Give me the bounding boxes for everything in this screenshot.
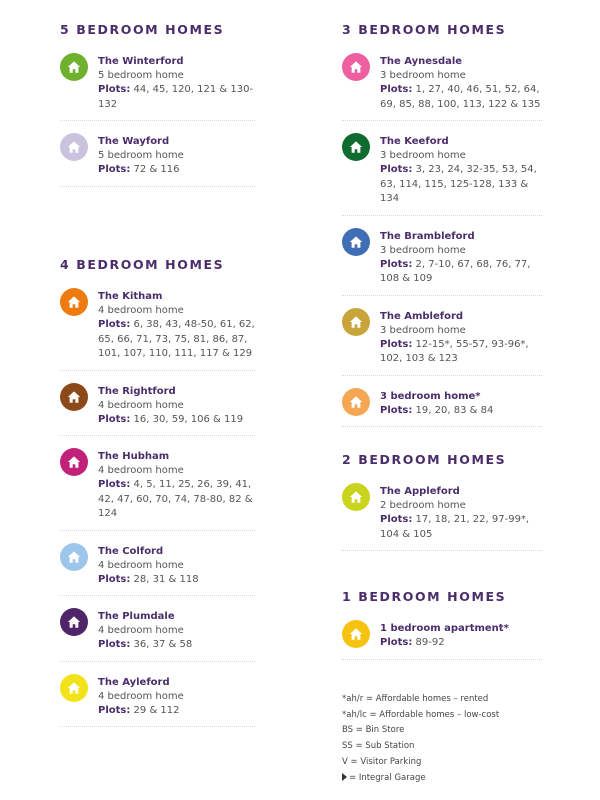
section-title: 4 BEDROOM HOMES xyxy=(60,257,225,272)
section-title: 3 BEDROOM HOMES xyxy=(342,22,507,37)
home-list xyxy=(60,55,255,187)
legend-item: *ah/r = Affordable homes – rented xyxy=(342,694,489,704)
home-type: 3 bedroom home xyxy=(380,324,466,336)
home-plots xyxy=(98,413,255,428)
house-glyph-icon xyxy=(67,295,81,309)
plots-label: Plots: xyxy=(98,573,131,585)
house-icon xyxy=(60,674,88,702)
house-icon xyxy=(342,53,370,81)
home-entry xyxy=(60,610,255,662)
home-name: The Ambleford xyxy=(380,310,464,322)
house-icon xyxy=(60,543,88,571)
house-glyph-icon xyxy=(67,615,81,629)
home-type: 4 bedroom home xyxy=(98,465,184,476)
plots-label: Plots: xyxy=(380,338,413,350)
home-name: The Appleford xyxy=(380,486,460,497)
home-type: 4 bedroom home xyxy=(98,559,184,571)
plots-value: 44, 45, 120, 121 & 130-132 xyxy=(98,84,254,110)
section-5-bedroom xyxy=(60,22,255,201)
house-glyph-icon xyxy=(67,390,81,404)
house-glyph-icon xyxy=(349,60,363,74)
house-glyph-icon xyxy=(349,395,363,409)
plots-value: 4, 5, 11, 25, 26, 39, 41, 42, 47, 60, 70, 74, 78-80, 82 & 124 xyxy=(98,479,253,519)
home-plots xyxy=(98,83,255,112)
house-icon xyxy=(60,383,88,411)
section-title: 1 BEDROOM HOMES xyxy=(342,589,507,604)
section-1-bedroom xyxy=(342,589,542,674)
plots-label: Plots: xyxy=(380,637,413,648)
home-entry xyxy=(60,290,255,371)
plots-value: 28, 31 & 118 xyxy=(133,573,199,585)
legend-item: V = Visitor Parking xyxy=(342,756,422,767)
plots-label: Plots: xyxy=(98,319,131,330)
home-plots xyxy=(380,83,542,112)
home-entry xyxy=(342,230,542,296)
home-plots xyxy=(98,638,255,653)
section-title: 2 BEDROOM HOMES xyxy=(342,452,507,467)
legend-item-garage xyxy=(342,771,499,787)
home-entry xyxy=(60,385,255,437)
house-glyph-icon xyxy=(349,490,363,504)
home-plots xyxy=(380,404,542,419)
home-plots xyxy=(380,163,542,207)
house-icon xyxy=(60,288,88,316)
home-type: 3 bedroom home xyxy=(380,70,466,81)
house-glyph-icon xyxy=(67,140,81,154)
house-icon xyxy=(342,228,370,256)
house-icon xyxy=(60,53,88,81)
plots-value: 36, 37 & 58 xyxy=(133,639,193,650)
home-plots xyxy=(380,338,542,367)
legend xyxy=(342,692,499,786)
section-3-bedroom xyxy=(342,22,542,441)
home-type: 2 bedroom home xyxy=(380,500,466,511)
home-name: The Plumdale xyxy=(98,611,175,622)
house-glyph-icon xyxy=(67,550,81,564)
plots-value: 16, 30, 59, 106 & 119 xyxy=(133,413,244,425)
house-glyph-icon xyxy=(349,235,363,249)
plots-label: Plots: xyxy=(98,164,131,175)
plots-value: 72 & 116 xyxy=(133,164,180,175)
home-entry xyxy=(342,485,542,551)
home-list xyxy=(342,55,542,427)
plots-label: Plots: xyxy=(380,164,413,175)
home-entry xyxy=(60,676,255,728)
home-name: The Hubham xyxy=(98,451,170,462)
home-list xyxy=(342,622,542,660)
home-name: The Aynesdale xyxy=(380,56,463,67)
house-glyph-icon xyxy=(349,627,363,641)
house-icon xyxy=(60,133,88,161)
home-entry xyxy=(342,135,542,216)
home-type: 5 bedroom home xyxy=(98,150,184,161)
house-icon xyxy=(342,620,370,648)
section-4-bedroom xyxy=(60,257,255,741)
house-icon xyxy=(60,448,88,476)
home-entry xyxy=(342,55,542,121)
home-type: 5 bedroom home xyxy=(98,70,184,81)
legend-item: BS = Bin Store xyxy=(342,725,405,736)
legend-item-label: = Integral Garage xyxy=(349,772,426,783)
house-glyph-icon xyxy=(349,140,363,154)
home-name: 1 bedroom apartment* xyxy=(380,623,509,634)
legend-item: SS = Sub Station xyxy=(342,741,415,752)
home-type: 4 bedroom home xyxy=(98,399,184,411)
plots-value: 19, 20, 83 & 84 xyxy=(415,404,494,416)
house-glyph-icon xyxy=(67,455,81,469)
home-type: 4 bedroom home xyxy=(98,305,184,316)
home-entry xyxy=(60,545,255,597)
plots-label: Plots: xyxy=(380,404,413,416)
home-plots xyxy=(98,163,255,178)
home-type: 3 bedroom home xyxy=(380,244,466,256)
house-glyph-icon xyxy=(67,681,81,695)
plots-value: 2, 7-10, 67, 68, 76, 77, 108 & 109 xyxy=(380,258,531,284)
home-plots xyxy=(380,636,542,651)
home-entry xyxy=(60,450,255,531)
plots-label: Plots: xyxy=(98,639,131,650)
plots-label: Plots: xyxy=(380,84,413,95)
plots-label: Plots: xyxy=(98,704,131,716)
plots-value: 12-15*, 55-57, 93-96*, 102, 103 & 123 xyxy=(380,338,529,364)
section-title: 5 BEDROOM HOMES xyxy=(60,22,225,37)
plots-value: 6, 38, 43, 48-50, 61, 62, 65, 66, 71, 73, 75, 81, 86, 87, 101, 107, 110, 111, 117 & 129 xyxy=(98,319,255,359)
home-name: The Keeford xyxy=(380,136,449,147)
home-type: 4 bedroom home xyxy=(98,625,184,636)
house-icon xyxy=(60,608,88,636)
legend-item: *ah/lc = Affordable homes – low-cost xyxy=(342,709,500,720)
plots-label: Plots: xyxy=(98,479,131,490)
plots-label: Plots: xyxy=(98,84,131,95)
section-2-bedroom xyxy=(342,452,542,565)
home-plots xyxy=(380,513,542,542)
home-list xyxy=(342,485,542,551)
plots-value: 1, 27, 40, 46, 51, 52, 64, 69, 85, 88, 100, 113, 122 & 135 xyxy=(380,84,541,110)
home-plots xyxy=(98,704,255,719)
plots-value: 3, 23, 24, 32-35, 53, 54, 63, 114, 115, 125-128, 133 & 134 xyxy=(380,164,537,204)
plots-value: 17, 18, 21, 22, 97-99*, 104 & 105 xyxy=(380,514,530,540)
home-name: The Colford xyxy=(98,545,164,557)
home-entry xyxy=(342,390,542,428)
house-icon xyxy=(342,133,370,161)
home-type: 3 bedroom home xyxy=(380,150,466,161)
plots-label: Plots: xyxy=(98,413,131,425)
home-plots xyxy=(98,318,255,362)
home-type: 4 bedroom home xyxy=(98,690,184,702)
home-plots xyxy=(98,573,255,588)
home-entry xyxy=(60,135,255,187)
house-icon xyxy=(342,308,370,336)
home-plots xyxy=(98,478,255,522)
home-name: The Brambleford xyxy=(380,230,475,242)
house-icon xyxy=(342,483,370,511)
home-name: The Ayleford xyxy=(98,676,170,688)
home-name: The Kitham xyxy=(98,291,163,302)
home-entry xyxy=(60,55,255,121)
home-list xyxy=(60,290,255,727)
plots-label: Plots: xyxy=(380,514,413,525)
home-name: The Rightford xyxy=(98,385,176,397)
home-plots xyxy=(380,258,542,287)
house-glyph-icon xyxy=(349,315,363,329)
home-entry xyxy=(342,310,542,376)
home-name: The Wayford xyxy=(98,136,170,147)
house-icon xyxy=(342,388,370,416)
home-name: 3 bedroom home* xyxy=(380,390,481,402)
plots-label: Plots: xyxy=(380,258,413,270)
house-glyph-icon xyxy=(67,60,81,74)
home-entry xyxy=(342,622,542,660)
plots-value: 29 & 112 xyxy=(133,704,180,716)
home-name: The Winterford xyxy=(98,56,184,67)
plots-value: 89-92 xyxy=(415,637,445,648)
garage-arrow-icon xyxy=(342,773,347,781)
